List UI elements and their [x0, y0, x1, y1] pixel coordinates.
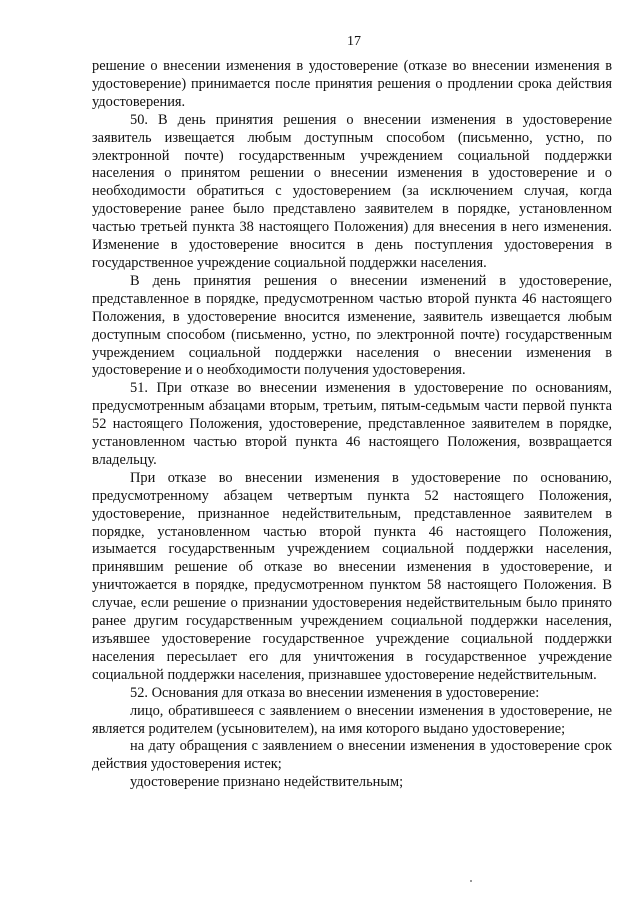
scan-speck — [470, 880, 472, 882]
list-item: лицо, обратившееся с заявлением о внесении изменения в удостоверение, не является родителем (усыновителем), на имя которого выдано удостоверение; — [92, 702, 612, 737]
paragraph-continuation: решение о внесении изменения в удостоверение (отказе во внесении изменения в удостоверение) принимается после принятия решения о продлении срока действия удостоверения. — [92, 58, 612, 110]
list-item: удостоверение признано недействительным; — [130, 774, 404, 791]
paragraph-item-52: 52. Основания для отказа во внесении изменения в удостоверение: — [130, 684, 540, 701]
paragraph-item-51-part-2: При отказе во внесении изменения в удостоверение по основанию, предусмотренному абзацем четвертым пункта 52 настоящего Положения, удостоверение, признанное недействительным, представленное заявителем в порядке, установленном частью второй пункта 46 настоящего Положения, изымается государственным учреждением социальной поддержки населения, принявшим решение об отказе во внесении изменения в удостоверение, и уничтожается в порядке, предусмотренном пунктом 58 настоящего Положения. В случае, если решение о признании удостоверения недействительным было принято ранее другим государственным учреждением социальной поддержки населения, изъявшее удостоверение государственное учреждение социальной поддержки населения пересылает его для уничтожения в государственное учреждение социальной поддержки населения, признавшее удостоверение недействительным. — [92, 469, 612, 683]
list-item: на дату обращения с заявлением о внесении изменения в удостоверение срок действия удостоверения истек; — [92, 738, 612, 773]
page-number: 17 — [347, 34, 361, 49]
paragraph-item-50: 50. В день принятия решения о внесении изменения в удостоверение заявитель извещается любым доступным способом (письменно, устно, по электронной почте) государственным учреждением социальной поддержки населения о принятом решении о внесении изменения в удостоверение и о необходимости обратиться с удостоверением (за исключением случая, когда удостоверение ранее было представлено заявителем в порядке, установленном частью третьей пункта 38 настоящего Положения) для внесения в него изменения. Изменение в удостоверение вносится в день поступления удостоверения в государственное учреждение социальной поддержки населения. — [92, 111, 612, 271]
paragraph-item-50-part-2: В день принятия решения о внесении изменений в удостоверение, представленное в порядке, предусмотренном частью второй пункта 46 настоящего Положения, в удостоверение вносится изменение, заявитель извещается любым доступным способом (письменно, устно, по электронной почте) государственным учреждением социальной поддержки населения о внесении изменения в удостоверение и о необходимости получения удостоверения. — [92, 272, 612, 379]
paragraph-item-51: 51. При отказе во внесении изменения в удостоверение по основаниям, предусмотренным абзацами вторым, третьим, пятым-седьмым части первой пункта 52 настоящего Положения, удостоверение, представленное заявителем в порядке, установленном частью второй пункта 46 настоящего Положения, возвращается владельцу. — [92, 380, 612, 468]
